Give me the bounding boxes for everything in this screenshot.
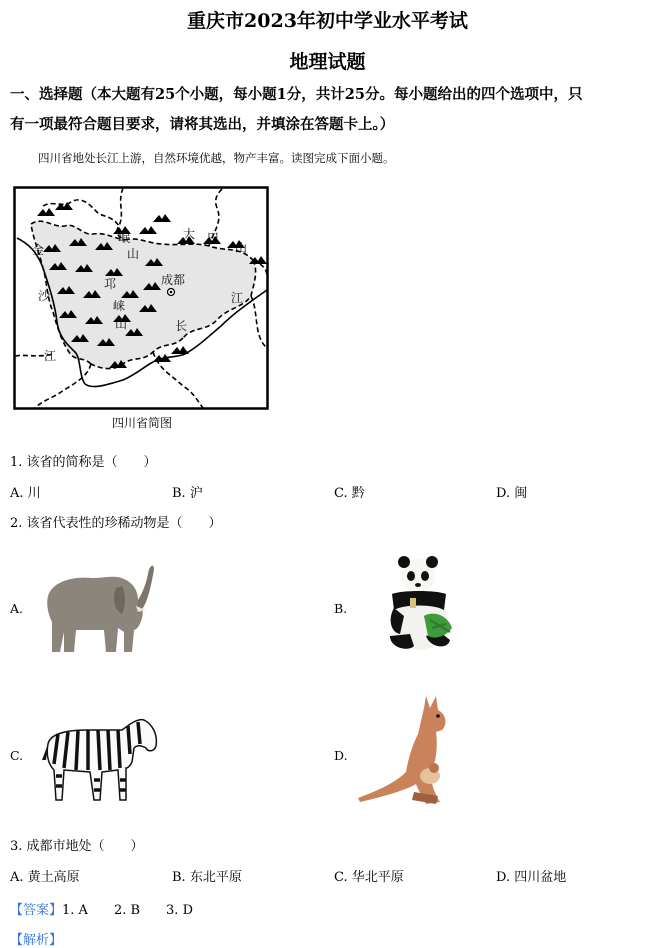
question-3-stem: 3. 成都市地处（ ） — [10, 839, 144, 854]
q1-option-b[interactable]: B. 沪 — [172, 486, 203, 501]
map-label-chang: 长 — [175, 319, 188, 333]
question-2-stem: 2. 该省代表性的珍稀动物是（ ） — [10, 516, 222, 531]
q3-option-b[interactable]: B. 东北平原 — [172, 870, 242, 885]
section-heading-line2: 有一项最符合题目要求，请将其选出，并填涂在答题卡上。） — [10, 116, 395, 133]
q3-option-a[interactable]: A. 黄土高原 — [10, 870, 80, 885]
elephant-icon — [42, 558, 158, 660]
kangaroo-icon — [356, 692, 456, 810]
q2-option-b[interactable]: B. — [334, 601, 348, 616]
map-label-qiong: 邛 — [104, 277, 117, 291]
q2-option-d[interactable]: D. — [334, 748, 348, 763]
zebra-icon — [40, 714, 160, 804]
q1-option-c[interactable]: C. 黔 — [334, 486, 365, 501]
q1-option-a[interactable]: A. 川 — [10, 486, 41, 501]
map-caption: 四川省简图 — [112, 416, 173, 430]
exam-subtitle: 地理试题 — [289, 51, 366, 73]
map-label-min-shan: 山 — [127, 247, 140, 261]
q2-option-a[interactable]: A. — [10, 601, 24, 616]
exam-title: 重庆市2023年初中学业水平考试 — [187, 10, 468, 32]
map-label-lai-shan: 山 — [115, 317, 128, 331]
q3-option-c[interactable]: C. 华北平原 — [334, 870, 404, 885]
section-heading-line1: 一、选择题（本大题有25个小题，每小题1分，共计25分。每小题给出的四个选项中，只 — [10, 86, 583, 103]
question-1-stem: 1. 该省的简称是（ ） — [10, 455, 157, 470]
sichuan-map — [13, 186, 269, 410]
answer-text: 1. A 2. B 3. D — [62, 903, 193, 918]
map-label-min: 岷 — [118, 231, 131, 245]
q3-option-d[interactable]: D. 四川盆地 — [496, 870, 567, 885]
panda-icon — [380, 554, 456, 654]
map-label-jin: 金 — [32, 243, 45, 257]
map-label-ba: 巴 — [207, 231, 220, 245]
map-label-ba-shan: 山 — [235, 241, 248, 255]
answer-tag: 【答案】 — [10, 903, 63, 918]
map-label-chengdu: 成都 — [161, 273, 186, 287]
analysis-line — [10, 929, 62, 948]
map-label-lai: 崃 — [113, 299, 126, 313]
map-label-da: 大 — [183, 227, 196, 241]
q2-option-c[interactable]: C. — [10, 748, 24, 763]
question-intro: 四川省地处长江上游，自然环境优越，物产丰富。读图完成下面小题。 — [38, 151, 395, 165]
map-label-jiang-left: 江 — [44, 349, 57, 363]
analysis-tag: 【解析】 — [10, 933, 63, 948]
answer-line — [10, 899, 193, 918]
map-label-sha: 沙 — [38, 289, 51, 303]
map-label-jiang-right: 江 — [231, 291, 244, 305]
q1-option-d[interactable]: D. 闽 — [496, 486, 528, 501]
